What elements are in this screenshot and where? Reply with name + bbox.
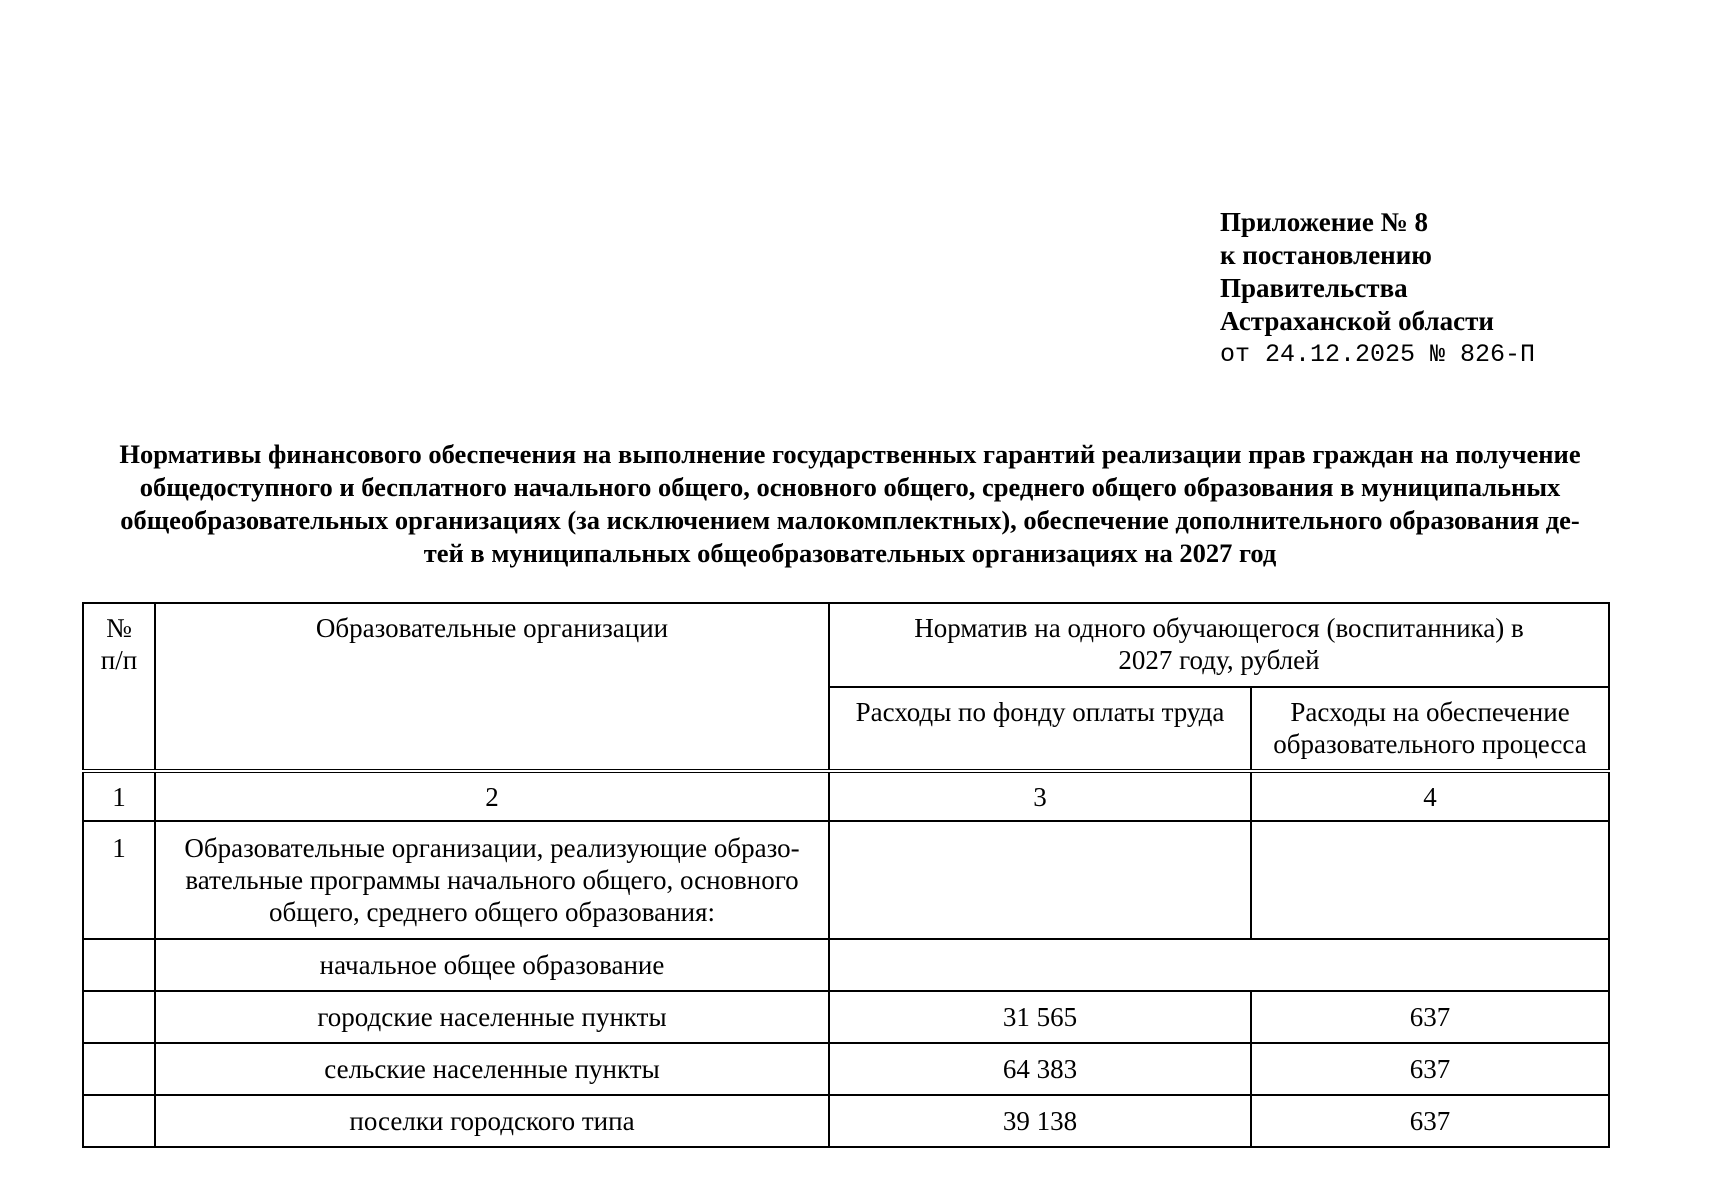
appendix-government: Правительства bbox=[1220, 273, 1408, 303]
title-line: Нормативы финансового обеспечения на выполнение государственных гарантий реализации прав граждан на получение bbox=[119, 439, 1581, 469]
section-label bbox=[155, 821, 829, 939]
subsection-row bbox=[83, 939, 1609, 991]
appendix-date-number: от 24.12.2025 № 826-П bbox=[1220, 340, 1536, 369]
section-label-line: Образовательные организации, реализующие образо- bbox=[184, 833, 800, 863]
empty-cell bbox=[1251, 821, 1609, 939]
header-process-line: Расходы на обеспечение bbox=[1290, 697, 1570, 727]
header-norm-line: Норматив на одного обучающегося (воспитанника) в bbox=[914, 613, 1524, 643]
section-label-line: общего, среднего общего образования: bbox=[269, 897, 715, 927]
col-number: 1 bbox=[83, 771, 155, 821]
norms-table bbox=[82, 602, 1610, 1148]
section-number: 1 bbox=[83, 821, 155, 939]
row-label: поселки городского типа bbox=[155, 1095, 829, 1147]
header-process bbox=[1251, 687, 1609, 771]
process-value: 637 bbox=[1251, 991, 1609, 1043]
table-row bbox=[83, 1095, 1609, 1147]
col-number: 2 bbox=[155, 771, 829, 821]
empty-cell bbox=[829, 821, 1251, 939]
payroll-value: 31 565 bbox=[829, 991, 1251, 1043]
appendix-number: Приложение № 8 bbox=[1220, 207, 1428, 237]
header-norm-line: 2027 году, рублей bbox=[1118, 645, 1320, 675]
header-row bbox=[83, 603, 1609, 687]
subsection-label: начальное общее образование bbox=[155, 939, 829, 991]
section-row bbox=[83, 821, 1609, 939]
section-label-line: вательные программы начального общего, основного bbox=[185, 865, 799, 895]
empty-cell bbox=[83, 1043, 155, 1095]
row-label: сельские населенные пункты bbox=[155, 1043, 829, 1095]
payroll-value: 39 138 bbox=[829, 1095, 1251, 1147]
column-number-row bbox=[83, 771, 1609, 821]
title-line: общедоступного и бесплатного начального общего, основного общего, среднего общего образования в муниципальных bbox=[139, 472, 1561, 502]
col-number: 3 bbox=[829, 771, 1251, 821]
header-payroll: Расходы по фонду оплаты труда bbox=[829, 687, 1251, 771]
header-num-line: № bbox=[106, 613, 132, 643]
appendix-region: Астраханской области bbox=[1220, 306, 1494, 336]
col-number: 4 bbox=[1251, 771, 1609, 821]
process-value: 637 bbox=[1251, 1043, 1609, 1095]
empty-cell bbox=[83, 1095, 155, 1147]
document-title bbox=[80, 438, 1620, 570]
appendix-resolution: к постановлению bbox=[1220, 240, 1432, 270]
table-row bbox=[83, 991, 1609, 1043]
title-line: тей в муниципальных общеобразовательных организациях на 2027 год bbox=[423, 538, 1277, 568]
empty-cell bbox=[829, 939, 1609, 991]
row-label: городские населенные пункты bbox=[155, 991, 829, 1043]
header-num bbox=[83, 603, 155, 771]
process-value: 637 bbox=[1251, 1095, 1609, 1147]
empty-cell bbox=[83, 991, 155, 1043]
appendix-header bbox=[1220, 206, 1535, 371]
table-row bbox=[83, 1043, 1609, 1095]
title-line: общеобразовательных организациях (за исключением малокомплектных), обеспечение дополнительного образования де- bbox=[120, 505, 1580, 535]
header-norm bbox=[829, 603, 1609, 687]
empty-cell bbox=[83, 939, 155, 991]
header-process-line: образовательного процесса bbox=[1273, 729, 1587, 759]
header-num-line: п/п bbox=[100, 645, 138, 675]
payroll-value: 64 383 bbox=[829, 1043, 1251, 1095]
header-org: Образовательные организации bbox=[155, 603, 829, 771]
